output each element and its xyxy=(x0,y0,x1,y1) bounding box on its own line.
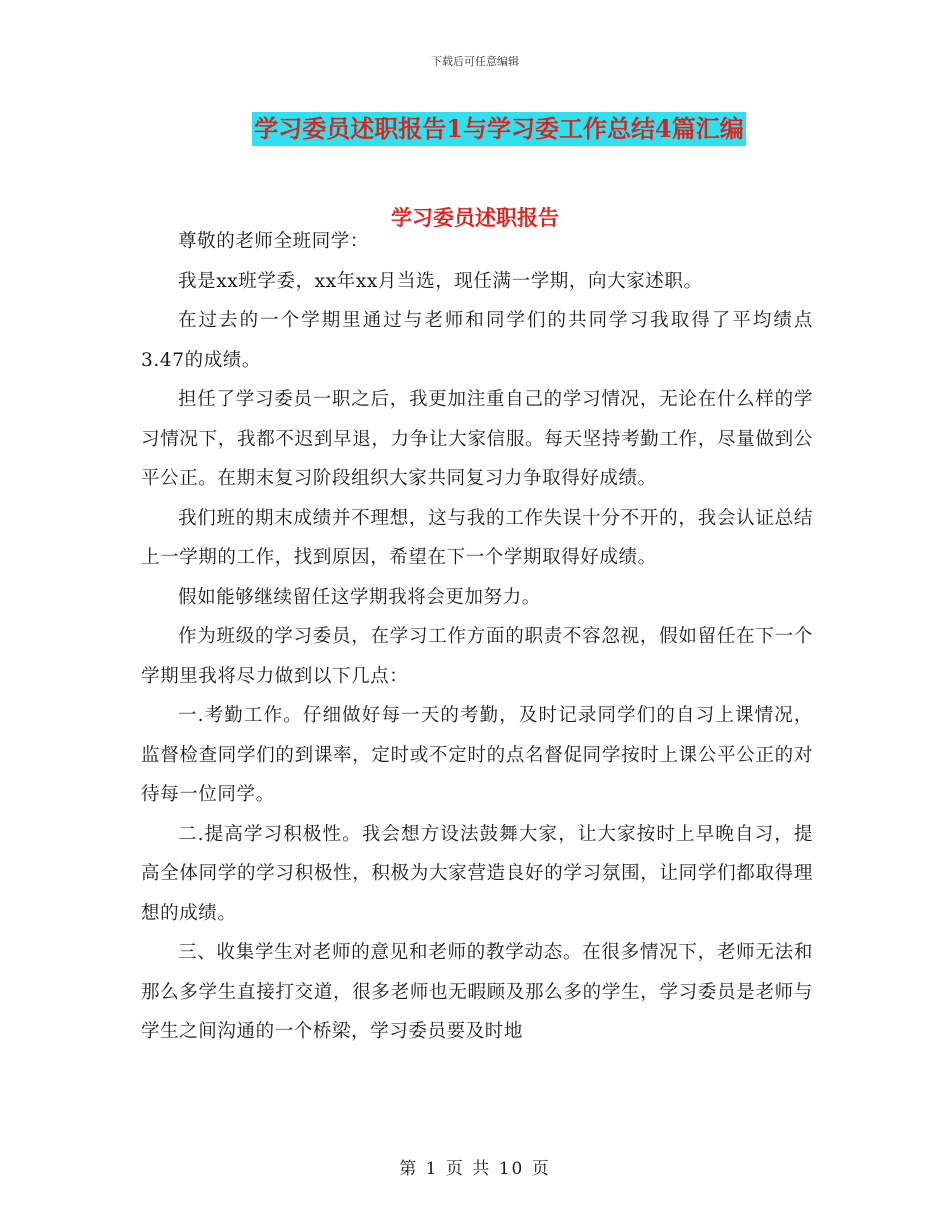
section-title: 学习委员述职报告 xyxy=(391,205,559,230)
paragraph: 假如能够继续留任这学期我将会更加努力。 xyxy=(178,586,541,608)
paragraph: 二.提高学习积极性。我会想方设法鼓舞大家，让大家按时上早晚自习，提高全体同学的学习积极性，积极为大家营造良好的学习氛围，让同学们都取得理想的成绩。 xyxy=(141,823,813,924)
paragraph: 我们班的期末成绩并不理想，这与我的工作失误十分不开的，我会认证总结上一学期的工作，找到原因，希望在下一个学期取得好成绩。 xyxy=(141,507,813,568)
header-note: 下载后可任意编辑 xyxy=(431,55,519,68)
paragraph: 我是xx班学委，xx年xx月当选，现任满一学期，向大家述职。 xyxy=(178,270,703,292)
paragraph: 三、收集学生对老师的意见和老师的教学动态。在很多情况下，老师无法和那么多学生直接打交道，很多老师也无暇顾及那么多的学生，学习委员是老师与学生之间沟通的一个桥梁，学习委员要及时地 xyxy=(141,942,813,1042)
main-title-container xyxy=(0,112,950,146)
paragraph: 作为班级的学习委员，在学习工作方面的职责不容忽视，假如留任在下一个学期里我将尽力做到以下几点： xyxy=(141,626,813,687)
body-text xyxy=(141,222,813,1052)
page-number-footer: 第 1 页 共 10 页 xyxy=(399,1159,551,1179)
paragraph: 担任了学习委员一职之后，我更加注重自己的学习情况，无论在什么样的学习情况下，我都不迟到早退，力争让大家信服。每天坚持考勤工作，尽量做到公平公正。在期末复习阶段组织大家共同复习力争取得好成绩。 xyxy=(141,389,813,489)
paragraph: 在过去的一个学期里通过与老师和同学们的共同学习我取得了平均绩点3.47的成绩。 xyxy=(141,310,813,371)
main-title: 学习委员述职报告1与学习委工作总结4篇汇编 xyxy=(252,112,745,146)
paragraph: 一.考勤工作。仔细做好每一天的考勤，及时记录同学们的自习上课情况，监督检查同学们的到课率，定时或不定时的点名督促同学按时上课公平公正的对待每一位同学。 xyxy=(141,705,813,805)
paragraph-salutation: 尊敬的老师全班同学： xyxy=(178,231,370,252)
